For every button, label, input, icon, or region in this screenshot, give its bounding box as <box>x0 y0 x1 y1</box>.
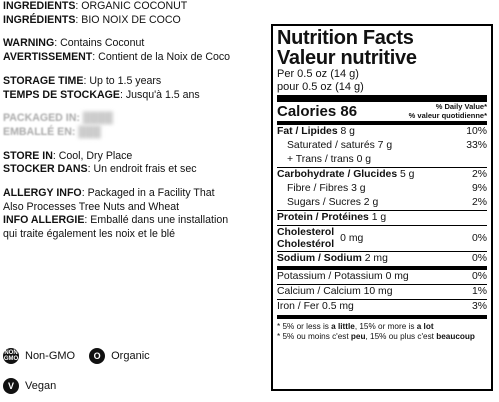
storage-fr-label: TEMPS DE STOCKAGE <box>3 88 120 101</box>
store-fr-value: : Un endroit frais et sec <box>87 163 197 176</box>
dv-header-fr: % valeur quotidienne* <box>408 110 487 120</box>
packaged-label: PACKAGED IN: <box>3 112 80 125</box>
fat-row <box>277 125 487 139</box>
sugars-row <box>277 196 487 210</box>
ingredients-value: : ORGANIC COCONUT <box>75 0 188 12</box>
footnote-fr-bold-1: peu <box>350 331 366 341</box>
saturated-row <box>277 139 487 153</box>
organic-icon: O <box>89 348 105 364</box>
warning-value: : Contains Coconut <box>54 37 145 50</box>
packaged-fr-redacted: ███ <box>75 125 101 138</box>
calories-row <box>277 102 487 121</box>
fat-label: Fat / Lipides <box>277 126 338 137</box>
footnote-en <box>277 322 487 332</box>
store-value: : Cool, Dry Place <box>52 149 133 162</box>
allergy-line-2: Also Processes Tree Nuts and Wheat <box>3 200 180 213</box>
packaged-line <box>3 112 271 126</box>
ingredients-fr-value: : BIO NOIX DE COCO <box>75 13 181 26</box>
cholesterol-row <box>277 225 487 251</box>
sodium-amount: 2 mg <box>361 253 388 264</box>
ingredients-fr-label: INGRÉDIENTS <box>3 13 76 26</box>
vegan-badge <box>3 378 150 394</box>
product-info-panel <box>3 0 271 242</box>
allergy-line <box>3 187 271 201</box>
footnote-fr <box>277 332 487 342</box>
storage-fr-line <box>3 89 271 103</box>
non-gmo-badge <box>3 348 75 364</box>
non-gmo-icon: NON GMO <box>3 350 19 362</box>
protein-row <box>277 210 487 225</box>
warning-fr-value: : Contient de la Noix de Coco <box>92 51 231 64</box>
potassium-label: Potassium / Potassium 0 mg <box>277 271 409 282</box>
potassium-row <box>277 270 487 284</box>
store-line <box>3 150 271 164</box>
footnote-fr-text: * 5% ou moins c'est <box>277 331 351 341</box>
sodium-dv: 0% <box>471 253 487 264</box>
store-label: STORE IN <box>3 149 53 162</box>
calcium-row <box>277 284 487 299</box>
fat-dv: 10% <box>466 126 487 137</box>
ingredients-line <box>3 0 271 14</box>
storage-label: STORAGE TIME <box>3 74 84 87</box>
carb-label: Carbohydrate / Glucides <box>277 169 398 180</box>
footnote-en-text-2: , 15% or more is <box>354 322 417 331</box>
vegan-icon: V <box>3 378 19 394</box>
packaged-fr-label: EMBALLÉ EN: <box>3 125 76 138</box>
sugars-label: Sugars / Sucres 2 g <box>287 197 379 208</box>
ingredients-label: INGREDIENTS <box>3 0 76 12</box>
footnote-en-bold-2: a lot <box>416 322 434 331</box>
storage-line <box>3 75 271 89</box>
chol-label-en: Cholesterol <box>277 227 335 238</box>
store-fr-line <box>3 163 271 177</box>
dv-header-en: % Daily Value* <box>435 102 487 111</box>
footnote <box>277 315 487 341</box>
store-fr-label: STOCKER DANS <box>3 163 88 176</box>
ingredients-fr-line <box>3 14 271 28</box>
fibre-dv: 9% <box>471 183 487 194</box>
allergy-fr-line-2: qui traite également les noix et le blé <box>3 228 175 241</box>
iron-row <box>277 299 487 314</box>
fibre-row <box>277 182 487 196</box>
serving-size-fr: pour 0.5 oz (14 g) <box>277 80 364 93</box>
calories-value: Calories 86 <box>277 103 358 120</box>
divider-thick <box>277 95 487 102</box>
warning-fr-label: AVERTISSEMENT <box>3 51 93 64</box>
allergy-fr-label: INFO ALLERGIE <box>3 214 85 227</box>
storage-fr-value: : Jusqu'à 1.5 ans <box>119 88 200 101</box>
nutrition-title-en: Nutrition Facts <box>277 27 414 49</box>
iron-dv: 3% <box>471 301 487 312</box>
organic-label: Organic <box>111 350 150 362</box>
footnote-en-text: * 5% or less is <box>277 322 332 331</box>
vegan-label: Vegan <box>25 380 57 392</box>
trans-label: + Trans / trans 0 g <box>287 154 372 165</box>
certification-badges <box>3 348 150 394</box>
carbohydrate-row <box>277 167 487 182</box>
calcium-label: Calcium / Calcium 10 mg <box>277 286 393 297</box>
non-gmo-label: Non-GMO <box>25 350 76 362</box>
warning-line <box>3 37 271 51</box>
warning-label: WARNING <box>3 37 55 50</box>
carb-dv: 2% <box>471 169 487 180</box>
carb-amount: 5 g <box>397 169 415 180</box>
chol-dv: 0% <box>471 232 487 244</box>
allergy-label: ALLERGY INFO <box>3 187 82 200</box>
sodium-row <box>277 251 487 266</box>
serving-size-en: Per 0.5 oz (14 g) <box>277 68 359 80</box>
footnote-en-bold-1: a little <box>331 322 355 331</box>
iron-label: Iron / Fer 0.5 mg <box>277 301 354 312</box>
fat-amount: 8 g <box>337 126 355 137</box>
packaged-fr-line <box>3 126 271 140</box>
calcium-dv: 1% <box>471 286 487 297</box>
sugars-dv: 2% <box>471 197 487 208</box>
chol-label-fr: Cholestérol <box>277 238 335 250</box>
allergy-fr-value: : Emballé dans une installation <box>84 214 229 227</box>
sodium-label: Sodium / Sodium <box>277 253 362 264</box>
nutrition-title-fr: Valeur nutritive <box>277 47 417 69</box>
fibre-label: Fibre / Fibres 3 g <box>287 183 366 194</box>
warning-fr-line <box>3 51 271 65</box>
nutrition-facts-table <box>271 24 493 391</box>
potassium-dv: 0% <box>471 271 487 282</box>
protein-amount: 1 g <box>368 212 387 223</box>
footnote-fr-text-2: , 15% ou plus c'est <box>365 331 437 341</box>
saturated-label: Saturated / saturés 7 g <box>287 140 393 151</box>
protein-label: Protein / Protéines <box>277 212 369 223</box>
daily-value-header <box>409 103 487 120</box>
allergy-value: : Packaged in a Facility That <box>81 187 215 200</box>
footnote-fr-bold-2: beaucoup <box>436 331 475 341</box>
chol-amount: 0 mg <box>340 232 364 244</box>
allergy-fr-line <box>3 214 271 228</box>
packaged-redacted: ████ <box>79 112 113 125</box>
organic-badge <box>89 348 150 364</box>
trans-row <box>277 153 487 167</box>
saturated-dv: 33% <box>466 140 487 151</box>
storage-value: : Up to 1.5 years <box>83 74 162 87</box>
